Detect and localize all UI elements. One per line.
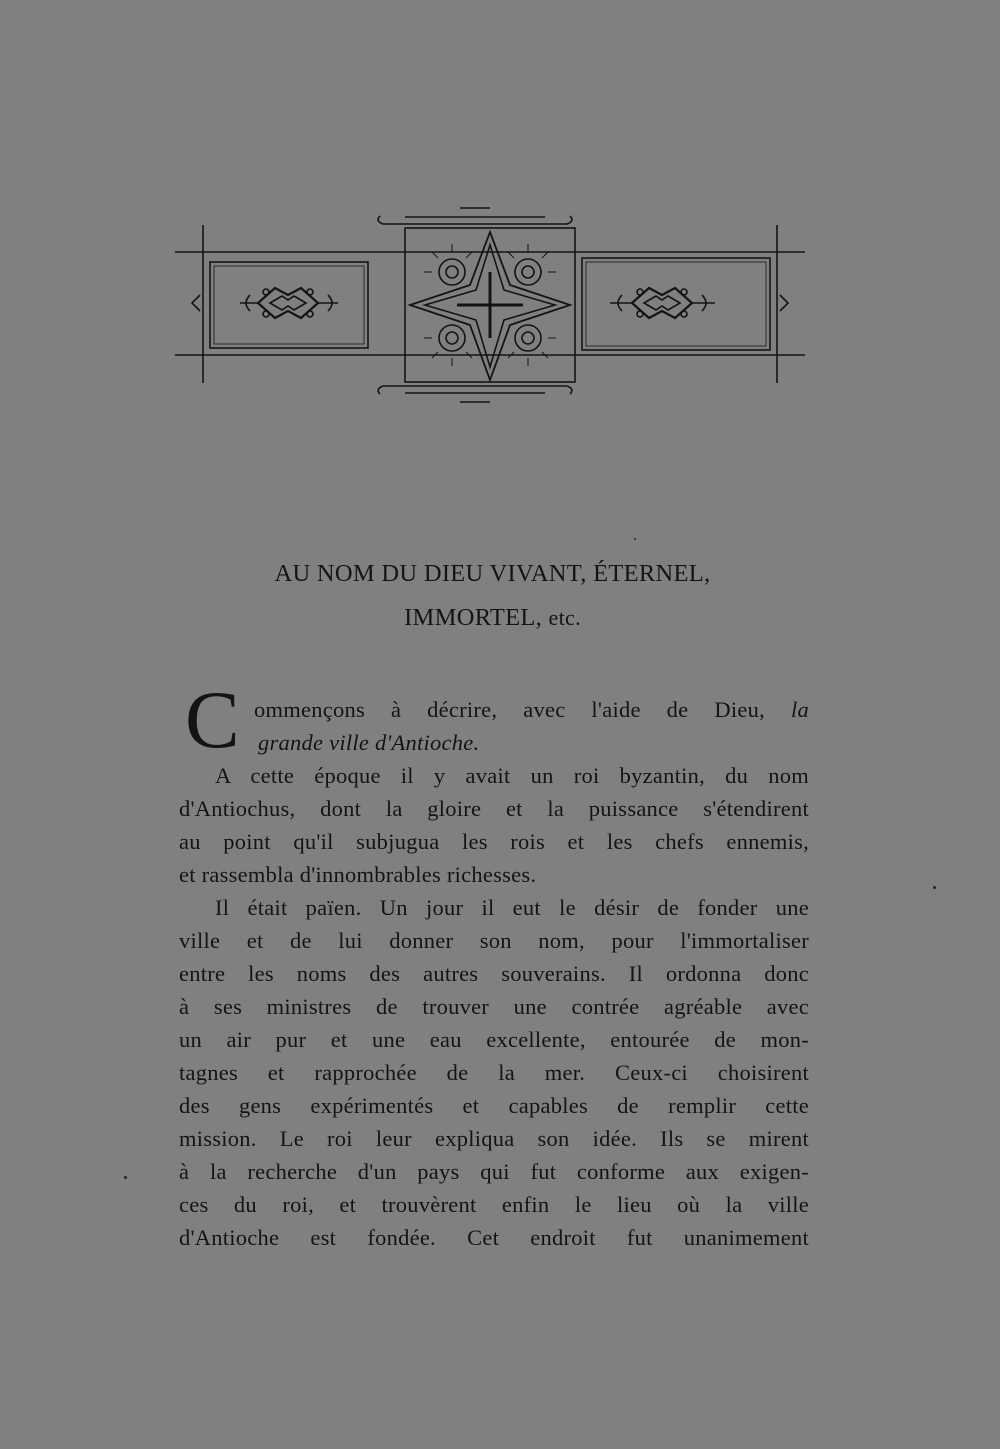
- print-speck: [933, 886, 936, 889]
- print-speck: [634, 538, 636, 540]
- text-line: ommençons à décrire, avec l'aide de Dieu, la: [254, 697, 809, 722]
- text-line: d'Antioche est fondée. Cet endroit fut unanimement: [179, 1225, 809, 1250]
- paragraph-2: [179, 759, 809, 891]
- text-line: un air pur et une eau excellente, entourée de mon-: [179, 1027, 809, 1052]
- text-line: mission. Le roi leur expliqua son idée. Ils se mirent: [179, 1126, 809, 1151]
- text-line: ces du roi, et trouvèrent enfin le lieu où la ville: [179, 1192, 809, 1217]
- paragraph-1: [179, 674, 809, 765]
- print-speck: [124, 1176, 127, 1179]
- text-line: et rassembla d'innombrables richesses.: [179, 862, 537, 887]
- text-line: tagnes et rapprochée de la mer. Ceux-ci choisirent: [179, 1060, 809, 1085]
- body-text: [179, 674, 809, 1254]
- text-line: à ses ministres de trouver une contrée agréable avec: [179, 994, 809, 1019]
- text-line: grande ville d'Antioche.: [258, 730, 480, 755]
- heading-line-1: AU NOM DU DIEU VIVANT, ÉTERNEL,: [274, 560, 711, 587]
- text-line: des gens expérimentés et capables de remplir cette: [179, 1093, 809, 1118]
- decorative-headpiece-ornament: [170, 200, 810, 410]
- text-line: Il était païen. Un jour il eut le désir de fonder une: [215, 895, 809, 920]
- heading-line-2-main: IMMORTEL,: [404, 604, 543, 631]
- text-line: A cette époque il y avait un roi byzantin, du nom: [215, 763, 809, 788]
- text-line: à la recherche d'un pays qui fut conforme aux exigen-: [179, 1159, 809, 1184]
- text-line: entre les noms des autres souverains. Il ordonna donc: [179, 961, 809, 986]
- paragraph-3: [179, 891, 809, 1254]
- text-line: au point qu'il subjugua les rois et les chefs ennemis,: [179, 829, 809, 854]
- chapter-heading: [160, 552, 825, 640]
- drop-cap: C: [185, 674, 240, 765]
- text-line: d'Antiochus, dont la gloire et la puissance s'étendirent: [179, 796, 809, 821]
- heading-line-2-etc: etc.: [548, 605, 581, 630]
- text-line: ville et de lui donner son nom, pour l'immortaliser: [179, 928, 809, 953]
- heading-line-2: [160, 596, 825, 640]
